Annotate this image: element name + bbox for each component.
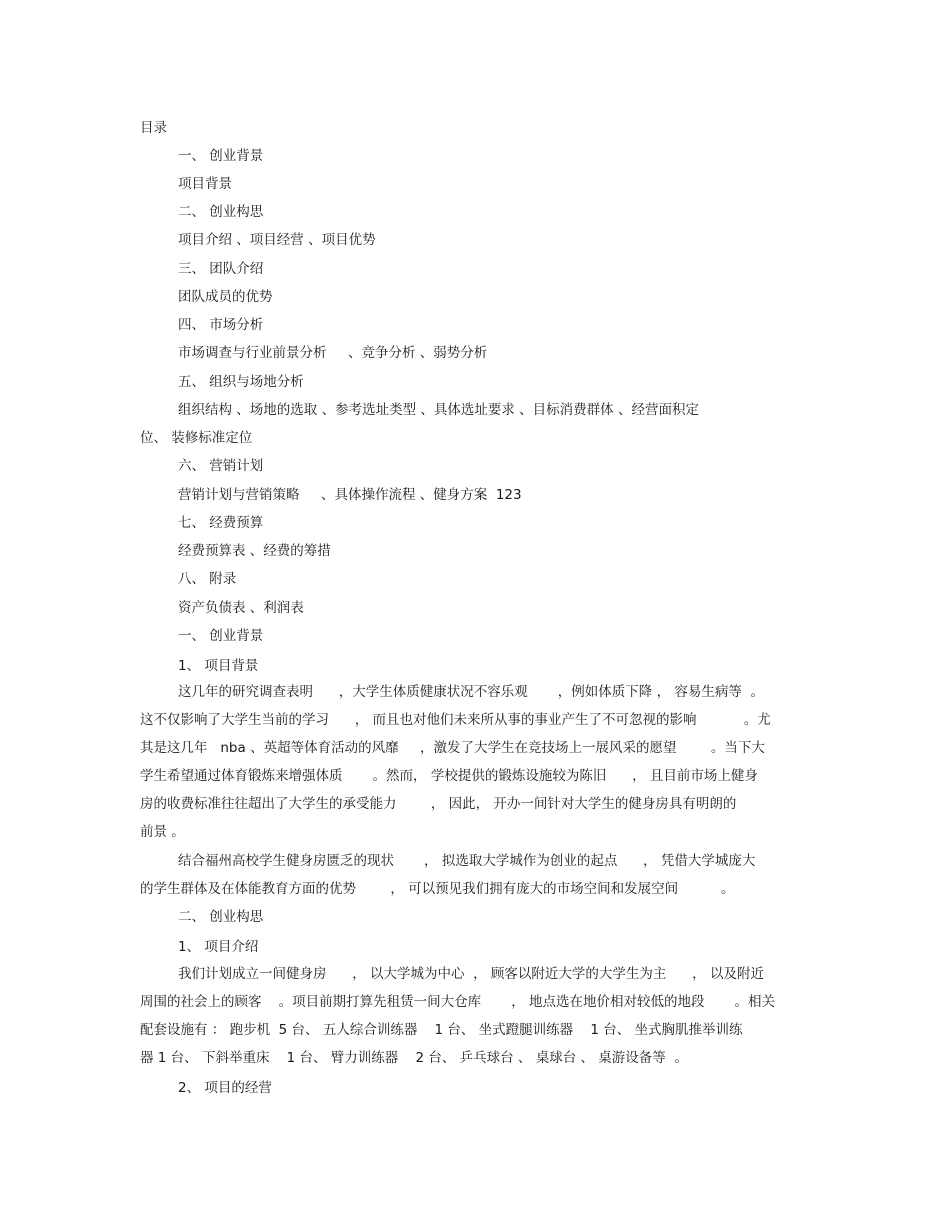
toc-item-2: 项目介绍 、项目经营 、项目优势 [178, 232, 376, 248]
paragraph-line: 这不仅影响了大学生当前的学习 ， 而且也对他们未来所从事的事业产生了不可忽视的影响 。尤 [140, 712, 771, 728]
section-2-subheading-2: 2、 项目的经营 [178, 1080, 272, 1096]
toc-item-5-line-1: 组织结构 、场地的选取 、参考选址类型 、具体选址要求 、目标消费群体 、经营面积定 [178, 402, 699, 418]
toc-heading-4: 四、 市场分析 [178, 317, 264, 333]
toc-item-4: 市场调查与行业前景分析 、竞争分析 、弱势分析 [178, 345, 488, 361]
toc-heading-8: 八、 附录 [178, 571, 237, 587]
toc-item-5-line-2: 位、 装修标准定位 [140, 430, 253, 446]
paragraph-line: 器 1 台、 下斜举重床 1 台、 臂力训练器 2 台、 乒乓球台 、 桌球台 、 桌游设备等 。 [140, 1050, 688, 1066]
paragraph-line: 结合福州高校学生健身房匮乏的现状 ， 拟选取大学城作为创业的起点 ， 凭借大学城庞大 [178, 853, 756, 869]
paragraph-line: 学生希望通过体育锻炼来增强体质 。然而， 学校提供的锻炼设施较为陈旧 ， 且目前市场上健身 [140, 768, 758, 784]
toc-item-1: 项目背景 [178, 176, 232, 192]
paragraph-line: 房的收费标准往往超出了大学生的承受能力 ， 因此， 开办一间针对大学生的健身房具有明朗的 [140, 796, 737, 812]
toc-item-3: 团队成员的优势 [178, 289, 273, 305]
toc-item-7: 经费预算表 、经费的筹措 [178, 543, 331, 559]
paragraph-line: 的学生群体及在体能教育方面的优势 ， 可以预见我们拥有庞大的市场空间和发展空间 。 [140, 881, 735, 897]
section-2-heading: 二、 创业构思 [178, 909, 264, 925]
toc-item-8: 资产负债表 、利润表 [178, 600, 304, 616]
toc-heading-3: 三、 团队介绍 [178, 261, 264, 277]
toc-heading-2: 二、 创业构思 [178, 204, 264, 220]
toc-heading-1: 一、 创业背景 [178, 148, 264, 164]
toc-heading-6: 六、 营销计划 [178, 458, 264, 474]
paragraph-line: 我们计划成立一间健身房 ， 以大学城为中心 ， 顾客以附近大学的大学生为主 ， 以及附近 [178, 966, 764, 982]
toc-heading-5: 五、 组织与场地分析 [178, 374, 304, 390]
paragraph-line: 前景 。 [140, 824, 185, 840]
paragraph-line: 周围的社会上的顾客 。项目前期打算先租赁一间大仓库 ， 地点选在地价相对较低的地段 。相关 [140, 994, 776, 1010]
section-1-heading: 一、 创业背景 [178, 628, 264, 644]
toc-item-6: 营销计划与营销策略 、具体操作流程 、健身方案 123 [178, 487, 522, 503]
section-1-subheading: 1、 项目背景 [178, 658, 259, 674]
paragraph-line: 配套设施有 ： 跑步机 5 台、 五人综合训练器 1 台、 坐式蹬腿训练器 1 台、 坐式胸肌推举训练 [140, 1022, 743, 1038]
paragraph-line: 其是这几年 nba 、英超等体育活动的风靡 ，激发了大学生在竞技场上一展风采的愿望 。当下大 [140, 740, 765, 756]
toc-heading-7: 七、 经费预算 [178, 515, 264, 531]
section-2-subheading-1: 1、 项目介绍 [178, 939, 259, 955]
paragraph-line: 这几年的研究调查表明 ，大学生体质健康状况不容乐观 ，例如体质下降 ， 容易生病等 。 [178, 684, 764, 700]
toc-title: 目录 [140, 120, 167, 136]
